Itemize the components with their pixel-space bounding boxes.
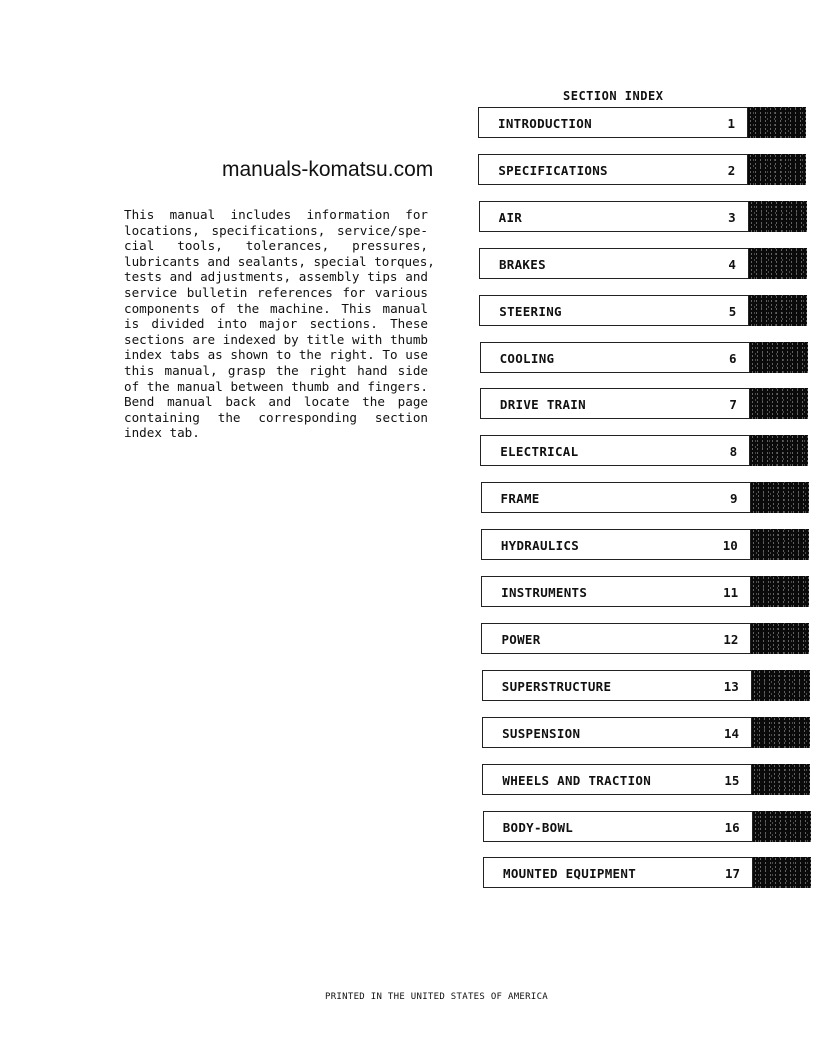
thumb-index-mark bbox=[752, 670, 810, 701]
section-tab-number: 14 bbox=[724, 725, 740, 741]
section-tab-label: SUSPENSION bbox=[502, 725, 581, 741]
section-tab-label: ELECTRICAL bbox=[500, 444, 579, 460]
section-tab-drive-train[interactable] bbox=[480, 388, 810, 419]
section-tab-box bbox=[479, 295, 749, 326]
intro-line: this manual, grasp the right hand side bbox=[124, 362, 428, 378]
section-index-title: SECTION INDEX bbox=[563, 89, 664, 103]
section-tab-introduction[interactable] bbox=[478, 107, 808, 138]
section-tab-number: 10 bbox=[722, 538, 738, 554]
section-tab-box bbox=[482, 717, 752, 748]
intro-line: Bend manual back and locate the page bbox=[124, 394, 428, 410]
intro-line: is divided into major sections. These bbox=[124, 316, 428, 332]
intro-line: sections are indexed by title with thumb bbox=[124, 331, 428, 347]
section-tab-wheels-and-traction[interactable] bbox=[482, 764, 812, 795]
section-tab-cooling[interactable] bbox=[480, 342, 810, 373]
intro-line: cial tools, tolerances, pressures, bbox=[124, 238, 428, 254]
section-tab-box bbox=[483, 811, 753, 842]
section-tab-box bbox=[482, 670, 752, 701]
section-tab-hydraulics[interactable] bbox=[481, 529, 811, 560]
thumb-index-mark bbox=[750, 435, 808, 466]
section-tab-number: 3 bbox=[728, 209, 736, 225]
section-tab-box bbox=[482, 764, 752, 795]
thumb-index-mark bbox=[751, 576, 809, 607]
thumb-index-mark bbox=[752, 764, 810, 795]
section-tab-label: SPECIFICATIONS bbox=[498, 162, 608, 178]
section-tab-superstructure[interactable] bbox=[482, 670, 812, 701]
section-tab-specifications[interactable] bbox=[478, 154, 808, 185]
section-tab-label: FRAME bbox=[500, 491, 540, 507]
section-tab-number: 2 bbox=[727, 162, 736, 178]
section-tab-label: STEERING bbox=[499, 303, 562, 319]
section-tab-box bbox=[481, 623, 751, 654]
section-tab-box bbox=[480, 435, 750, 466]
intro-line: of the manual between thumb and fingers. bbox=[124, 378, 428, 394]
section-tab-label: POWER bbox=[501, 631, 541, 647]
section-tab-box bbox=[480, 388, 750, 419]
thumb-index-mark bbox=[753, 857, 811, 888]
section-tab-number: 11 bbox=[723, 585, 739, 600]
intro-line: This manual includes information for bbox=[124, 207, 428, 222]
section-tab-box bbox=[481, 529, 751, 560]
section-tab-box bbox=[478, 107, 748, 138]
section-tab-number: 9 bbox=[729, 491, 738, 507]
thumb-index-mark bbox=[749, 295, 807, 326]
intro-line: tests and adjustments, assembly tips and bbox=[124, 269, 428, 285]
section-tab-number: 5 bbox=[728, 303, 737, 319]
section-tab-label: COOLING bbox=[499, 350, 555, 366]
section-tab-box bbox=[478, 154, 748, 185]
section-tab-number: 13 bbox=[723, 678, 739, 694]
section-tab-label: WHEELS AND TRACTION bbox=[502, 772, 652, 788]
section-tab-number: 16 bbox=[724, 819, 740, 835]
intro-line: index tab. bbox=[124, 425, 200, 441]
section-tab-number: 15 bbox=[724, 772, 740, 788]
thumb-index-mark bbox=[753, 811, 811, 842]
thumb-index-mark bbox=[748, 107, 806, 138]
intro-line: locations, specifications, service/spe- bbox=[124, 222, 428, 238]
section-tab-label: AIR bbox=[498, 209, 523, 225]
section-tab-label: MOUNTED EQUIPMENT bbox=[503, 866, 637, 882]
section-tab-number: 7 bbox=[729, 397, 737, 413]
section-tab-box bbox=[483, 857, 753, 888]
section-tab-label: BRAKES bbox=[498, 256, 546, 272]
section-tab-label: HYDRAULICS bbox=[500, 538, 580, 554]
thumb-index-mark bbox=[750, 388, 808, 419]
thumb-index-mark bbox=[751, 482, 809, 513]
section-tab-label: INTRODUCTION bbox=[498, 116, 592, 131]
section-tab-box bbox=[479, 248, 749, 279]
thumb-index-mark bbox=[751, 623, 809, 654]
thumb-index-mark bbox=[752, 717, 810, 748]
thumb-index-mark bbox=[750, 342, 808, 373]
section-tab-number: 1 bbox=[727, 116, 735, 131]
section-tab-frame[interactable] bbox=[481, 482, 811, 513]
section-tab-box bbox=[481, 482, 751, 513]
section-tab-label: DRIVE TRAIN bbox=[499, 397, 586, 413]
section-tab-label: INSTRUMENTS bbox=[501, 585, 588, 600]
section-tab-number: 4 bbox=[728, 256, 736, 272]
section-tab-mounted-equipment[interactable] bbox=[483, 857, 813, 888]
section-tab-box bbox=[479, 201, 749, 232]
section-tab-number: 6 bbox=[729, 350, 737, 366]
section-tab-electrical[interactable] bbox=[480, 435, 810, 466]
section-tab-number: 17 bbox=[724, 866, 740, 882]
section-tab-brakes[interactable] bbox=[479, 248, 809, 279]
section-tab-body-bowl[interactable] bbox=[483, 811, 813, 842]
thumb-index-mark bbox=[749, 201, 807, 232]
thumb-index-mark bbox=[748, 154, 806, 185]
section-tab-number: 12 bbox=[723, 631, 739, 647]
section-tab-power[interactable] bbox=[481, 623, 811, 654]
section-tab-label: BODY-BOWL bbox=[502, 819, 574, 835]
intro-line: components of the machine. This manual bbox=[124, 300, 428, 316]
watermark-text: manuals-komatsu.com bbox=[222, 158, 434, 181]
section-tab-box bbox=[480, 342, 750, 373]
thumb-index-mark bbox=[749, 248, 807, 279]
thumb-index-mark bbox=[751, 529, 809, 560]
section-tab-box bbox=[481, 576, 751, 607]
intro-line: containing the corresponding section bbox=[124, 409, 428, 425]
section-tab-suspension[interactable] bbox=[482, 717, 812, 748]
footer-printed-in: PRINTED IN THE UNITED STATES OF AMERICA bbox=[325, 992, 549, 1002]
section-tab-number: 8 bbox=[729, 444, 738, 460]
section-tab-steering[interactable] bbox=[479, 295, 809, 326]
intro-line: index tabs as shown to the right. To use bbox=[124, 347, 428, 363]
section-tab-label: SUPERSTRUCTURE bbox=[501, 678, 612, 694]
section-tab-air[interactable] bbox=[479, 201, 809, 232]
intro-paragraph bbox=[124, 207, 435, 441]
section-tab-instruments[interactable] bbox=[481, 576, 811, 607]
intro-line: service bulletin references for various bbox=[124, 284, 428, 300]
intro-line: lubricants and sealants, special torques, bbox=[124, 253, 435, 269]
